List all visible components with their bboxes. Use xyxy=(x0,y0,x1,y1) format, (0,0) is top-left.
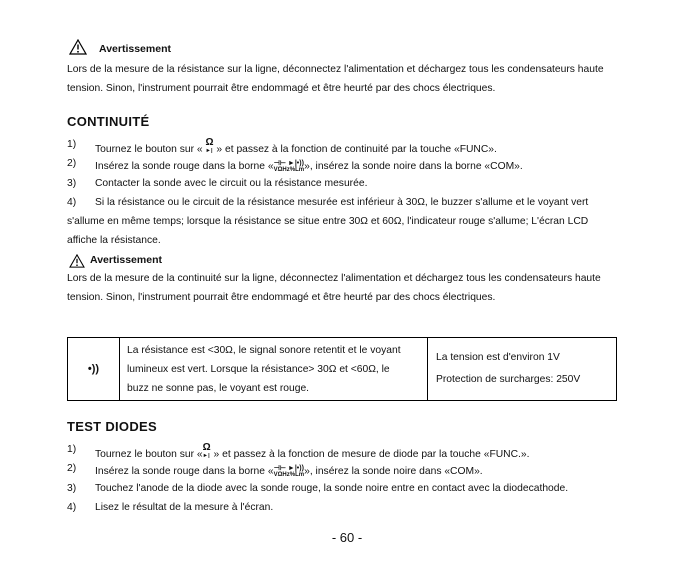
continuation-line: s'allume en même temps; lorsque la résistance se situe entre 30Ω et 60Ω, l'indicateur rouge s'allume; L'écran LCD xyxy=(67,216,589,227)
spec-text-line: lumineux est vert. Lorsque la résistance> 30Ω et <60Ω, le xyxy=(127,363,390,375)
warning-text-line: tension. Sinon, l'instrument pourrait être endommagé et être heurté par des chocs électriques. xyxy=(67,83,496,94)
input-port-symbol-icon: ⊣⊢ ►|•)) VΩHz%Lm xyxy=(273,160,305,173)
list-text-pre: Insérez la sonde rouge dans la borne « xyxy=(95,466,274,477)
list-text: Contacter la sonde avec le circuit ou la résistance mesurée. xyxy=(95,178,368,189)
list-text: Lisez le résultat de la mesure à l'écran. xyxy=(95,502,274,513)
list-text xyxy=(95,139,497,155)
list-number: 3) xyxy=(67,178,77,189)
list-number: 3) xyxy=(67,483,77,494)
list-text-post: », insérez la sonde noire dans «COM». xyxy=(304,466,483,477)
list-number: 4) xyxy=(67,502,77,513)
list-text xyxy=(95,463,483,477)
continuity-spec-table xyxy=(67,337,617,401)
spec-values-cell xyxy=(428,338,617,401)
warning-title: Avertissement xyxy=(99,43,171,55)
warning-triangle-icon xyxy=(69,254,85,268)
port-label: VΩHz%Lm xyxy=(273,167,305,173)
warning-text-line: Lors de la mesure de la continuité sur la ligne, déconnectez l'alimentation et déchargez tous les condensateurs haute xyxy=(67,273,601,284)
warning-text-line: Lors de la mesure de la résistance sur la ligne, déconnectez l'alimentation et déchargez tous les condensateurs haute xyxy=(67,64,604,75)
list-number: 1) xyxy=(67,444,77,455)
ohm-diode-buzzer-symbol-icon: Ω ►| xyxy=(205,137,214,154)
list-number: 2) xyxy=(67,463,77,474)
ohm-symbol: Ω xyxy=(205,137,214,148)
section-heading-continuity: CONTINUITÉ xyxy=(67,114,150,129)
list-text xyxy=(95,444,530,460)
spec-description-cell xyxy=(120,338,428,401)
ohm-symbol: Ω xyxy=(202,442,211,453)
port-label: VΩHz%Lm xyxy=(273,472,305,478)
spec-value-line: Protection de surcharges: 250V xyxy=(436,374,581,385)
buzzer-icon: •)) xyxy=(87,363,100,375)
list-text: Touchez l'anode de la diode avec la sonde rouge, la sonde noire entre en contact avec la diodecathode. xyxy=(95,483,569,494)
list-number: 1) xyxy=(67,139,77,150)
warning-title: Avertissement xyxy=(90,254,162,266)
list-text-pre: Tournez le bouton sur « xyxy=(95,144,203,155)
list-text-post: », insérez la sonde noire dans la borne «COM». xyxy=(304,161,523,172)
warning-triangle-icon xyxy=(69,39,87,55)
list-number: 2) xyxy=(67,158,77,169)
list-text xyxy=(95,158,523,172)
list-text-post: » et passez à la fonction de continuité par la touche «FUNC». xyxy=(216,144,497,155)
continuation-line: affiche la résistance. xyxy=(67,235,161,246)
list-text-pre: Insérez la sonde rouge dans la borne « xyxy=(95,161,274,172)
spec-text-line: buzz ne sonne pas, le voyant est rouge. xyxy=(127,382,310,394)
ohm-diode-buzzer-symbol-icon: Ω ►| xyxy=(202,442,211,459)
page-number: - 60 - xyxy=(331,530,363,545)
section-heading-diode-test: TEST DIODES xyxy=(67,419,157,434)
warning-text-line: tension. Sinon, l'instrument pourrait être endommagé et être heurté par des chocs électriques. xyxy=(67,292,496,303)
buzzer-cell xyxy=(68,338,120,401)
list-text-pre: Tournez le bouton sur « xyxy=(95,449,203,460)
list-text-post: » et passez à la fonction de mesure de diode par la touche «FUNC.». xyxy=(213,449,530,460)
list-number: 4) xyxy=(67,197,77,208)
list-text: Si la résistance ou le circuit de la résistance mesurée est inférieur à 30Ω, le buzzer s'allume et le voyant vert xyxy=(95,197,589,208)
spec-text-line: La résistance est <30Ω, le signal sonore retentit et le voyant xyxy=(127,344,401,356)
spec-value-line: La tension est d'environ 1V xyxy=(436,352,560,363)
input-port-symbol-icon: ⊣⊢ ►|•)) VΩHz%Lm xyxy=(273,465,305,478)
